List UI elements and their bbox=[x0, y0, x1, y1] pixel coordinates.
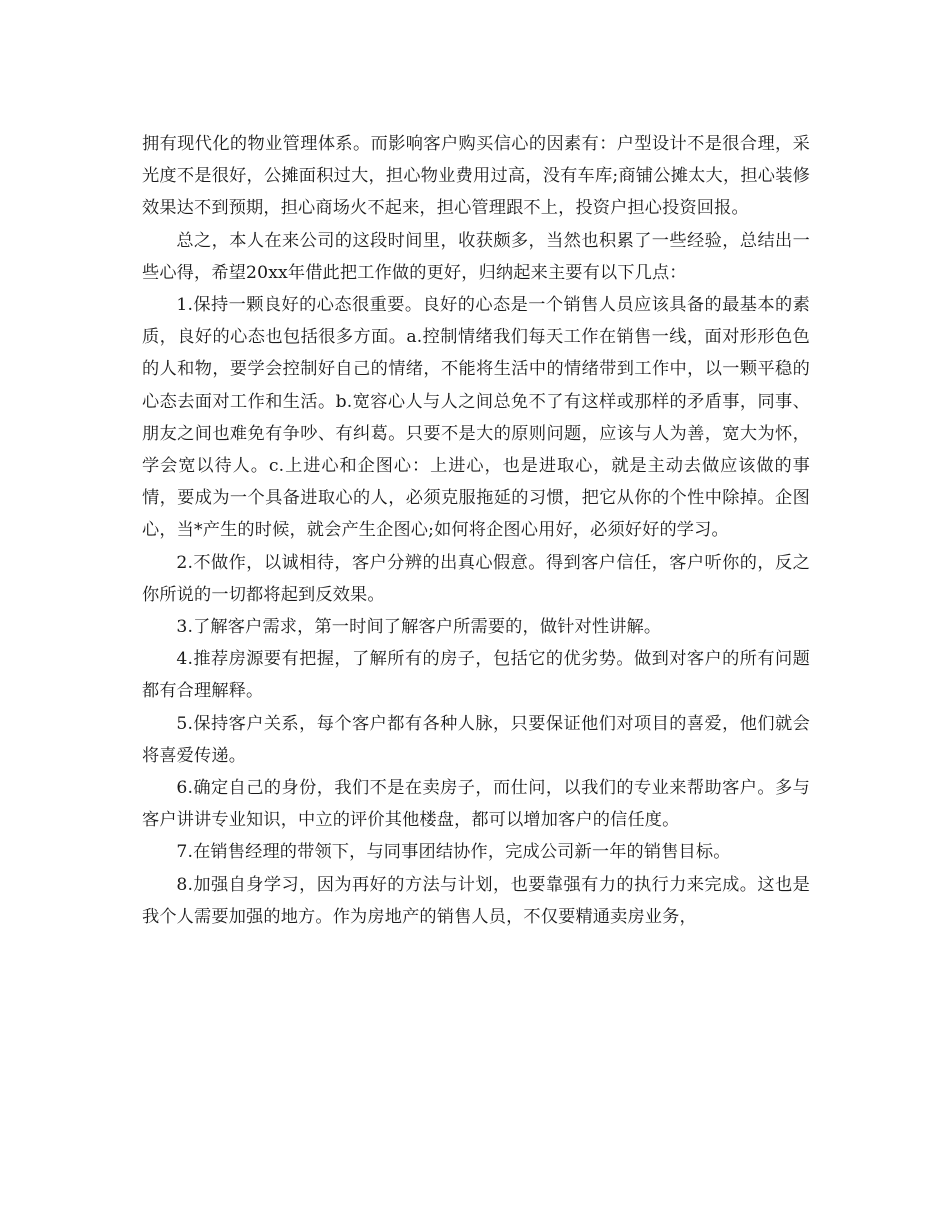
paragraph-1: 拥有现代化的物业管理体系。而影响客户购买信心的因素有：户型设计不是很合理，采光度不是很好，公摊面积过大，担心物业费用过高，没有车库;商铺公摊太大，担心装修效果达不到预期，担心商场火不起来，担心管理跟不上，投资户担心投资回报。 bbox=[142, 134, 810, 219]
paragraph-4: 2.不做作，以诚相待，客户分辨的出真心假意。得到客户信任，客户听你的，反之你所说的一切都将起到反效果。 bbox=[142, 552, 810, 605]
paragraph-10: 8.加强自身学习，因为再好的方法与计划，也要靠强有力的执行力来完成。这也是我个人需要加强的地方。作为房地产的销售人员，不仅要精通卖房业务， bbox=[142, 874, 810, 927]
paragraph-9: 7.在销售经理的带领下，与同事团结协作，完成公司新一年的销售目标。 bbox=[176, 842, 731, 863]
paragraph-2: 总之，本人在来公司的这段时间里，收获颇多，当然也积累了一些经验，总结出一些心得，希望20xx年借此把工作做的更好，归纳起来主要有以下几点： bbox=[142, 230, 810, 283]
document-body bbox=[142, 128, 810, 933]
paragraph-3: 1.保持一颗良好的心态很重要。良好的心态是一个销售人员应该具备的最基本的素质，良好的心态也包括很多方面。a.控制情绪我们每天工作在销售一线，面对形形色色的人和物，要学会控制好自己的情绪，不能将生活中的情绪带到工作中，以一颗平稳的心态去面对工作和生活。b.宽容心人与人之间总免不了有这样或那样的矛盾事，同事、朋友之间也难免有争吵、有纠葛。只要不是大的原则问题，应该与人为善，宽大为怀，学会宽以待人。c.上进心和企图心：上进心，也是进取心，就是主动去做应该做的事情，要成为一个具备进取心的人，必须克服拖延的习惯，把它从你的个性中除掉。企图心，当*产生的时候，就会产生企图心;如何将企图心用好，必须好好的学习。 bbox=[142, 295, 810, 541]
paragraph-5: 3.了解客户需求，第一时间了解客户所需要的，做针对性讲解。 bbox=[176, 617, 662, 638]
paragraph-6: 4.推荐房源要有把握，了解所有的房子，包括它的优劣势。做到对客户的所有问题都有合理解释。 bbox=[142, 649, 810, 702]
paragraph-7: 5.保持客户关系，每个客户都有各种人脉，只要保证他们对项目的喜爱，他们就会将喜爱传递。 bbox=[142, 713, 810, 766]
paragraph-8: 6.确定自己的身份，我们不是在卖房子，而仕问，以我们的专业来帮助客户。多与客户讲讲专业知识，中立的评价其他楼盘，都可以增加客户的信任度。 bbox=[142, 778, 810, 831]
